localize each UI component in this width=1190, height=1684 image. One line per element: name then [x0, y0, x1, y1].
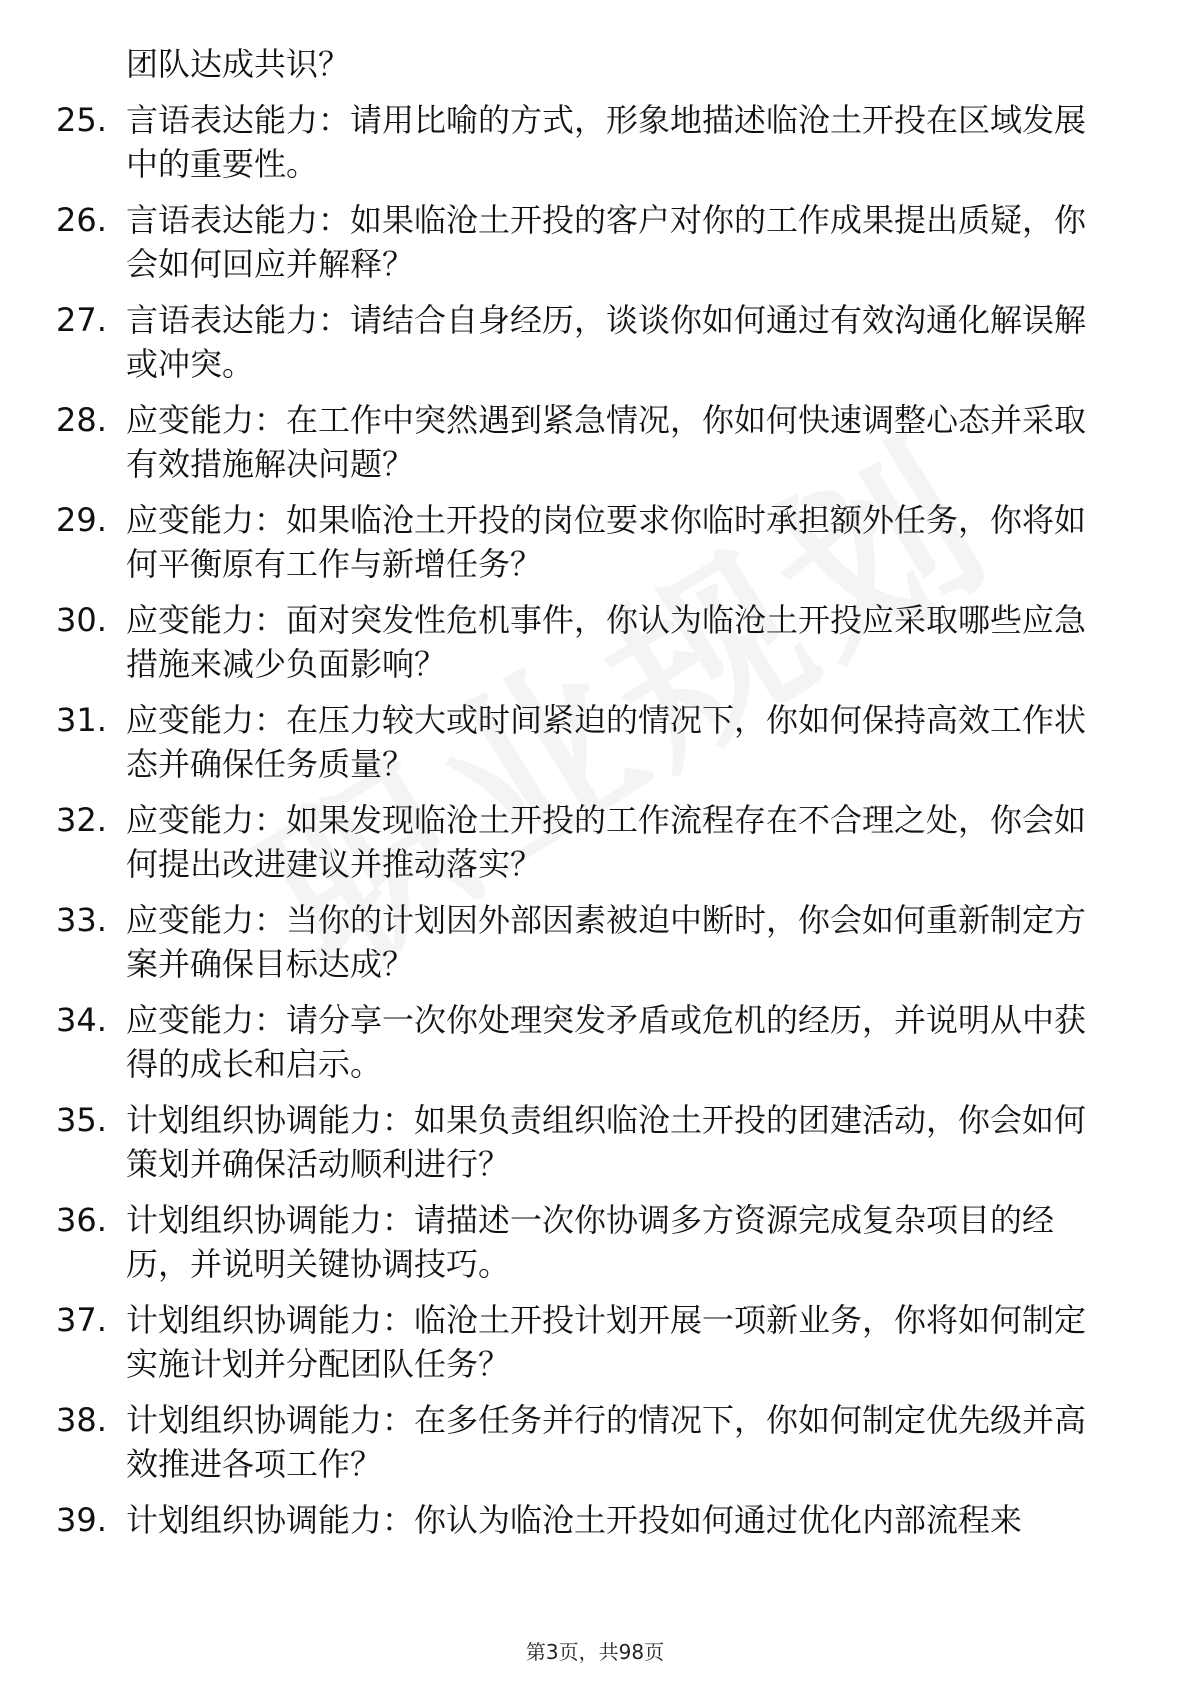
question-text: 应变能力：在压力较大或时间紧迫的情况下，你如何保持高效工作状态并确保任务质量？ — [126, 701, 1087, 783]
question-item — [0, 1498, 1106, 1542]
question-number: 38. — [56, 1401, 107, 1439]
question-item — [0, 798, 1106, 886]
question-number: 30. — [56, 601, 107, 639]
question-item — [0, 1198, 1106, 1286]
question-number: 25. — [56, 101, 107, 139]
question-item — [0, 898, 1106, 986]
question-text: 应变能力：如果发现临沧土开投的工作流程存在不合理之处，你会如何提出改进建议并推动落实？ — [126, 801, 1087, 883]
question-text: 应变能力：当你的计划因外部因素被迫中断时，你会如何重新制定方案并确保目标达成？ — [126, 901, 1087, 983]
question-number: 28. — [56, 401, 107, 439]
question-text: 计划组织协调能力：请描述一次你协调多方资源完成复杂项目的经历，并说明关键协调技巧。 — [126, 1201, 1055, 1283]
question-number: 37. — [56, 1301, 107, 1339]
question-item — [0, 98, 1106, 186]
question-text: 应变能力：如果临沧土开投的岗位要求你临时承担额外任务，你将如何平衡原有工作与新增任务？ — [126, 501, 1087, 583]
question-text: 计划组织协调能力：在多任务并行的情况下，你如何制定优先级并高效推进各项工作？ — [126, 1401, 1087, 1483]
question-number: 36. — [56, 1201, 107, 1239]
question-item — [0, 298, 1106, 386]
question-text: 应变能力：面对突发性危机事件，你认为临沧土开投应采取哪些应急措施来减少负面影响？ — [126, 601, 1087, 683]
question-item — [0, 698, 1106, 786]
question-number: 31. — [56, 701, 107, 739]
question-text: 言语表达能力：请结合自身经历，谈谈你如何通过有效沟通化解误解或冲突。 — [126, 301, 1087, 383]
question-text: 言语表达能力：请用比喻的方式，形象地描述临沧土开投在区域发展中的重要性。 — [126, 101, 1087, 183]
question-text: 计划组织协调能力：你认为临沧土开投如何通过优化内部流程来 — [126, 1501, 1023, 1539]
question-item — [0, 998, 1106, 1086]
question-item — [0, 398, 1106, 486]
question-number: 34. — [56, 1001, 107, 1039]
question-text: 言语表达能力：如果临沧土开投的客户对你的工作成果提出质疑，你会如何回应并解释？ — [126, 201, 1087, 283]
question-item — [0, 598, 1106, 686]
question-number: 26. — [56, 201, 107, 239]
question-item — [0, 498, 1106, 586]
question-number: 33. — [56, 901, 107, 939]
question-number: 32. — [56, 801, 107, 839]
question-number: 35. — [56, 1101, 107, 1139]
continued-question-text: 团队达成共识？ — [126, 45, 351, 83]
question-text: 计划组织协调能力：如果负责组织临沧土开投的团建活动，你会如何策划并确保活动顺利进行？ — [126, 1101, 1087, 1183]
question-text: 计划组织协调能力：临沧土开投计划开展一项新业务，你将如何制定实施计划并分配团队任务？ — [126, 1301, 1087, 1383]
question-number: 39. — [56, 1501, 107, 1539]
question-text: 应变能力：请分享一次你处理突发矛盾或危机的经历，并说明从中获得的成长和启示。 — [126, 1001, 1087, 1083]
question-text: 应变能力：在工作中突然遇到紧急情况，你如何快速调整心态并采取有效措施解决问题？ — [126, 401, 1087, 483]
question-number: 29. — [56, 501, 107, 539]
question-item — [0, 1298, 1106, 1386]
question-item — [0, 198, 1106, 286]
question-list — [0, 42, 1190, 1554]
question-item — [0, 1398, 1106, 1486]
question-item — [0, 1098, 1106, 1186]
question-number: 27. — [56, 301, 107, 339]
page-footer: 第3页，共98页 — [525, 1640, 665, 1664]
